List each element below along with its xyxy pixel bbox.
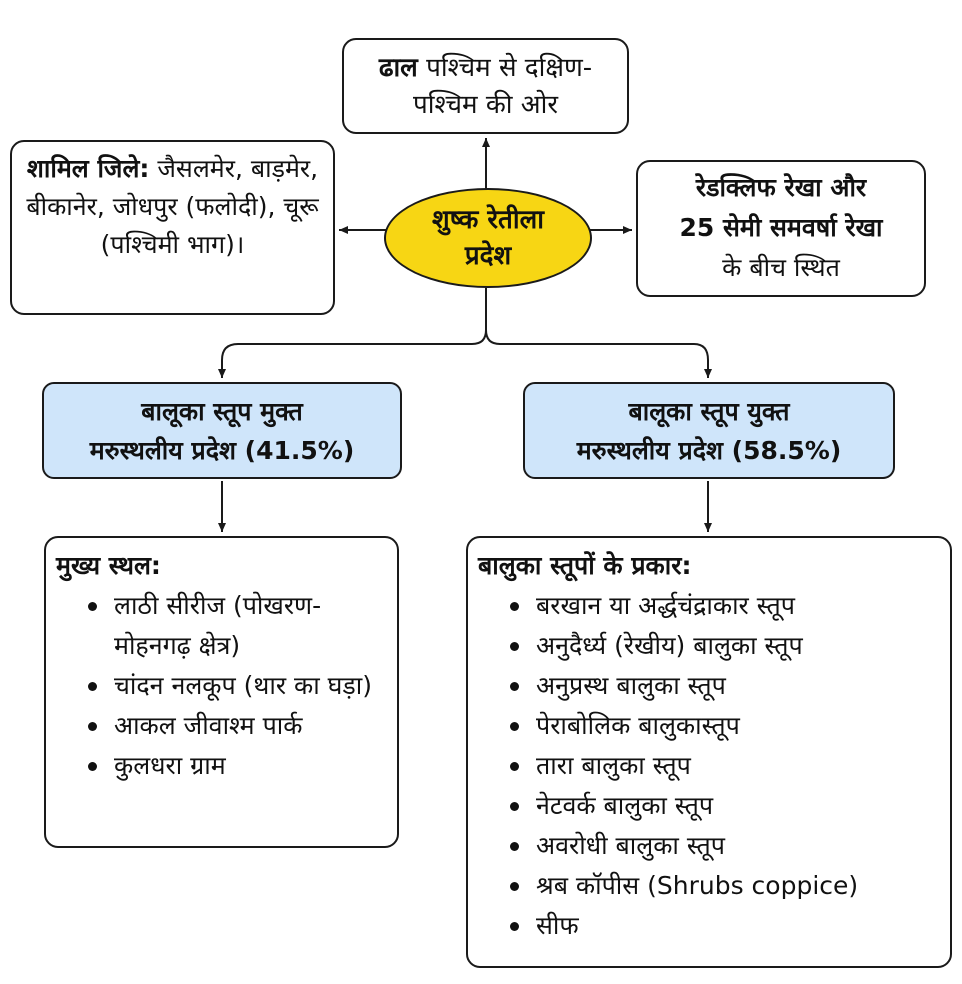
list-item: सीफ bbox=[536, 906, 940, 946]
list-item: लाठी सीरीज (पोखरण-मोहनगढ़ क्षेत्र) bbox=[114, 586, 387, 666]
location-line-3: के बीच स्थित bbox=[722, 253, 840, 282]
list-item: चांदन नलकूप (थार का घड़ा) bbox=[114, 666, 387, 706]
location-line-1: रेडक्लिफ रेखा और bbox=[695, 173, 867, 202]
list-item: अनुप्रस्थ बालुका स्तूप bbox=[536, 666, 940, 706]
districts-label: शामिल जिले: bbox=[26, 154, 150, 183]
list-item: अनुदैर्ध्य (रेखीय) बालुका स्तूप bbox=[536, 626, 940, 666]
slope-label: ढाल bbox=[378, 53, 418, 83]
dune-region-box bbox=[523, 382, 895, 479]
location-line-2: 25 सेमी समवर्षा रेखा bbox=[679, 213, 883, 242]
main-places-title: मुख्य स्थल: bbox=[56, 551, 161, 580]
main-places-box bbox=[44, 536, 399, 848]
dune-free-region-box bbox=[42, 382, 402, 479]
list-item: पेराबोलिक बालुकास्तूप bbox=[536, 706, 940, 746]
list-item: कुलधरा ग्राम bbox=[114, 746, 387, 786]
slope-line-2: पश्चिम की ओर bbox=[412, 90, 559, 120]
slope-box bbox=[342, 38, 629, 134]
slope-text: पश्चिम से दक्षिण- bbox=[417, 53, 593, 83]
list-item: श्रब कॉपीस (Shrubs coppice) bbox=[536, 866, 940, 906]
central-topic-line-2: प्रदेश bbox=[464, 241, 512, 271]
districts-text: जैसलमेर, बाड़मेर, बीकानेर, जोधपुर (फलोदी), चूरू (पश्चिमी भाग)। bbox=[26, 154, 319, 259]
list-item: आकल जीवाश्म पार्क bbox=[114, 706, 387, 746]
list-item: बरखान या अर्द्धचंद्राकार स्तूप bbox=[536, 586, 940, 626]
list-item: अवरोधी बालुका स्तूप bbox=[536, 826, 940, 866]
districts-box bbox=[10, 140, 335, 315]
central-topic bbox=[384, 188, 592, 288]
location-box bbox=[636, 160, 926, 297]
dune-free-region-line-2: मरुस्थलीय प्रदेश (41.5%) bbox=[89, 436, 355, 465]
slope-line-1 bbox=[352, 50, 619, 87]
dune-types-box bbox=[466, 536, 952, 968]
list-item: तारा बालुका स्तूप bbox=[536, 746, 940, 786]
dune-types-list bbox=[478, 586, 940, 946]
dune-region-line-1: बालूका स्तूप युक्त bbox=[628, 397, 790, 426]
dune-region-line-2: मरुस्थलीय प्रदेश (58.5%) bbox=[576, 436, 842, 465]
main-places-list bbox=[56, 586, 387, 786]
split-line-right bbox=[486, 330, 708, 378]
list-item: नेटवर्क बालुका स्तूप bbox=[536, 786, 940, 826]
dune-types-title: बालुका स्तूपों के प्रकार: bbox=[478, 551, 692, 580]
central-topic-line-1: शुष्क रेतीला bbox=[432, 205, 544, 235]
dune-free-region-line-1: बालूका स्तूप मुक्त bbox=[141, 397, 303, 426]
